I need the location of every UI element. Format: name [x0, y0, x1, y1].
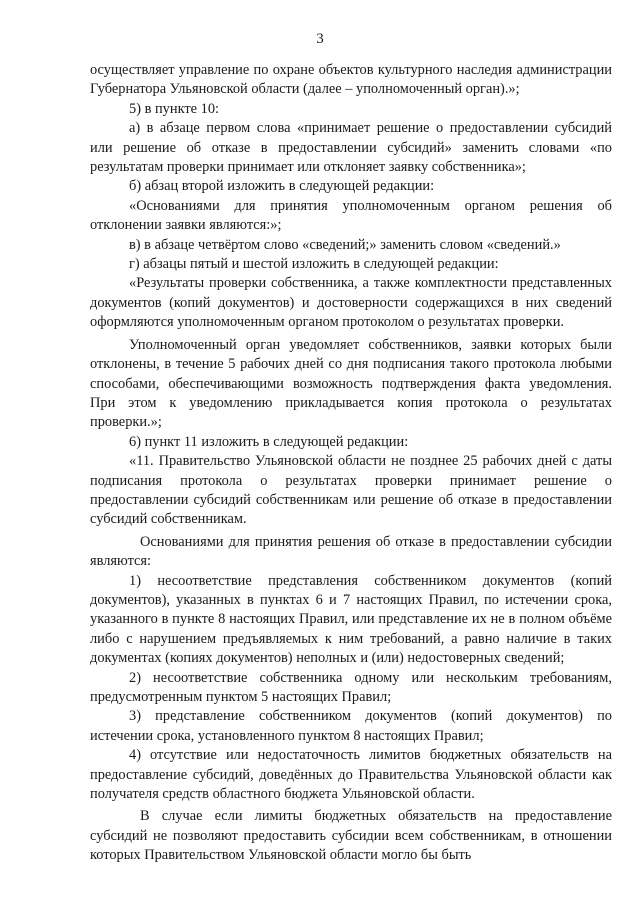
paragraph: 6) пункт 11 изложить в следующей редакции:: [129, 433, 409, 450]
paragraph: Основаниями для принятия решения об отказе в предоставлении субсидии являются:: [90, 533, 612, 570]
paragraph: 5) в пункте 10:: [129, 100, 220, 117]
paragraph: Уполномоченный орган уведомляет собственников, заявки которых были отклонены, в течение 5 рабочих дней со дня подписания такого протокола любыми способами, обеспечивающими возможность подтверждения факта уведомления. При этом к уведомлению прикладывается копия протокола о результатах проверки.»;: [90, 336, 612, 431]
paragraph: «Результаты проверки собственника, а также комплектности представленных документов (копий документов) и достоверности содержащихся в них сведений оформляются уполномоченным органом протоколом о результатах проверки.: [90, 275, 612, 331]
paragraph: в) в абзаце четвёртом слово «сведений;» заменить словом «сведений.»: [129, 236, 561, 253]
paragraph: б) абзац второй изложить в следующей редакции:: [129, 178, 435, 195]
page-number: 3: [316, 31, 324, 47]
paragraph: осуществляет управление по охране объектов культурного наследия администрации Губернатора Ульяновской области (далее – уполномоченный орган).»;: [90, 62, 612, 98]
paragraph: «Основаниями для принятия уполномоченным органом решения об отклонении заявки являются:»;: [90, 197, 612, 234]
paragraph: г) абзацы пятый и шестой изложить в следующей редакции:: [129, 256, 499, 273]
paragraph: 4) отсутствие или недостаточность лимитов бюджетных обязательств на предоставление субсидий, доведённых до Правительства Ульяновской области как получателя средств областного бюджета Ульяновской области.: [90, 747, 612, 803]
paragraph: «11. Правительство Ульяновской области не позднее 25 рабочих дней с даты подписания протокола о результатах проверки принимает решение о предоставлении субсидий собственникам или решение об отказе в предоставлении субсидий собственникам.: [90, 453, 612, 528]
paragraph: В случае если лимиты бюджетных обязательств на предоставление субсидий не позволяют предоставить субсидии всем собственникам, в отношении которых Правительством Ульяновской области могло бы быть: [90, 808, 612, 864]
paragraph: 3) представление собственником документов (копий документов) по истечении срока, установленного пунктом 8 настоящих Правил;: [90, 708, 612, 744]
paragraph: 2) несоответствие собственника одному или нескольким требованиям, предусмотренным пунктом 5 настоящих Правил;: [90, 669, 612, 705]
document-body: [90, 61, 612, 866]
paragraph: а) в абзаце первом слова «принимает решение о предоставлении субсидий или решение об отказе в предоставлении субсидий» заменить словами «по результатам проверки принимает или отклоняет заявку собственника»;: [90, 120, 612, 176]
paragraph: 1) несоответствие представления собственником документов (копий документов), указанных в пунктах 6 и 7 настоящих Правил, по истечении срока, указанного в пункте 8 настоящих Правил, или представление их не в полном объёме либо с нарушением предъявляемых к ним требований, а равно наличие в таких документах (копиях документов) неполных и (или) недостоверных сведений;: [90, 572, 612, 667]
